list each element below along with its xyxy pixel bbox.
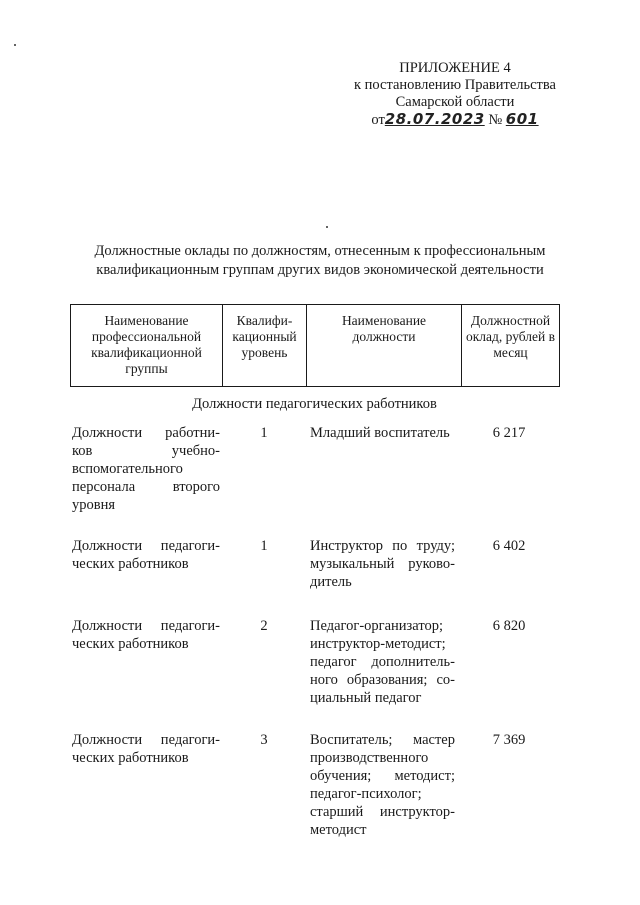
number-prefix: № — [488, 112, 503, 128]
row-level: 1 — [260, 538, 268, 554]
row-salary: 6 820 — [492, 618, 526, 634]
document-title-line: Должностные оклады по должностям, отнесенным к профессиональным — [94, 243, 546, 259]
appendix-date-line — [340, 111, 570, 129]
handwritten-date: 28.07.2023 — [384, 110, 485, 128]
row-level: 1 — [260, 425, 268, 441]
document-title — [60, 242, 580, 280]
appendix-title: ПРИЛОЖЕНИЕ 4 — [399, 60, 511, 76]
appendix-header — [340, 60, 570, 129]
header-position-name: Наименование должности — [307, 305, 462, 387]
row-salary: 6 217 — [492, 425, 526, 441]
salary-table-header — [70, 304, 560, 387]
row-salary: 7 369 — [492, 732, 526, 748]
document-title-line: квалификационным группам других видов экономической деятельности — [96, 262, 544, 278]
scan-speck — [14, 44, 16, 46]
scan-speck — [326, 226, 328, 228]
row-position: Воспитатель; мастер производственного обучения; методист; педагог-психолог; старший инструктор-методист — [310, 732, 455, 838]
row-group: Должности педагоги-ческих работников — [72, 538, 220, 572]
header-salary: Должностной оклад, рублей в месяц — [462, 305, 560, 387]
row-level: 3 — [260, 732, 268, 748]
date-prefix: от — [371, 112, 385, 128]
row-group: Должности педагоги-ческих работников — [72, 732, 220, 766]
handwritten-number: 601 — [505, 110, 539, 128]
row-position: Инструктор по труду; музыкальный руково-дитель — [310, 538, 455, 590]
appendix-region-line: Самарской области — [395, 94, 515, 110]
row-group: Должности педагоги-ческих работников — [72, 618, 220, 652]
row-position: Младший воспитатель — [310, 425, 450, 441]
row-group: Должности работни-ков учебно-вспомогательного персонала второго уровня — [72, 425, 220, 513]
header-qualification-level: Квалифи-кационный уровень — [223, 305, 307, 387]
row-level: 2 — [260, 618, 268, 634]
section-title: Должности педагогических работников — [192, 396, 437, 412]
row-position: Педагог-организатор; инструктор-методист; педагог дополнитель-ного образования; со-циальный педагог — [310, 618, 455, 706]
header-group-name: Наименование профессиональной квалификационной группы — [71, 305, 223, 387]
appendix-decree-line: к постановлению Правительства — [354, 77, 556, 93]
row-salary: 6 402 — [492, 538, 526, 554]
